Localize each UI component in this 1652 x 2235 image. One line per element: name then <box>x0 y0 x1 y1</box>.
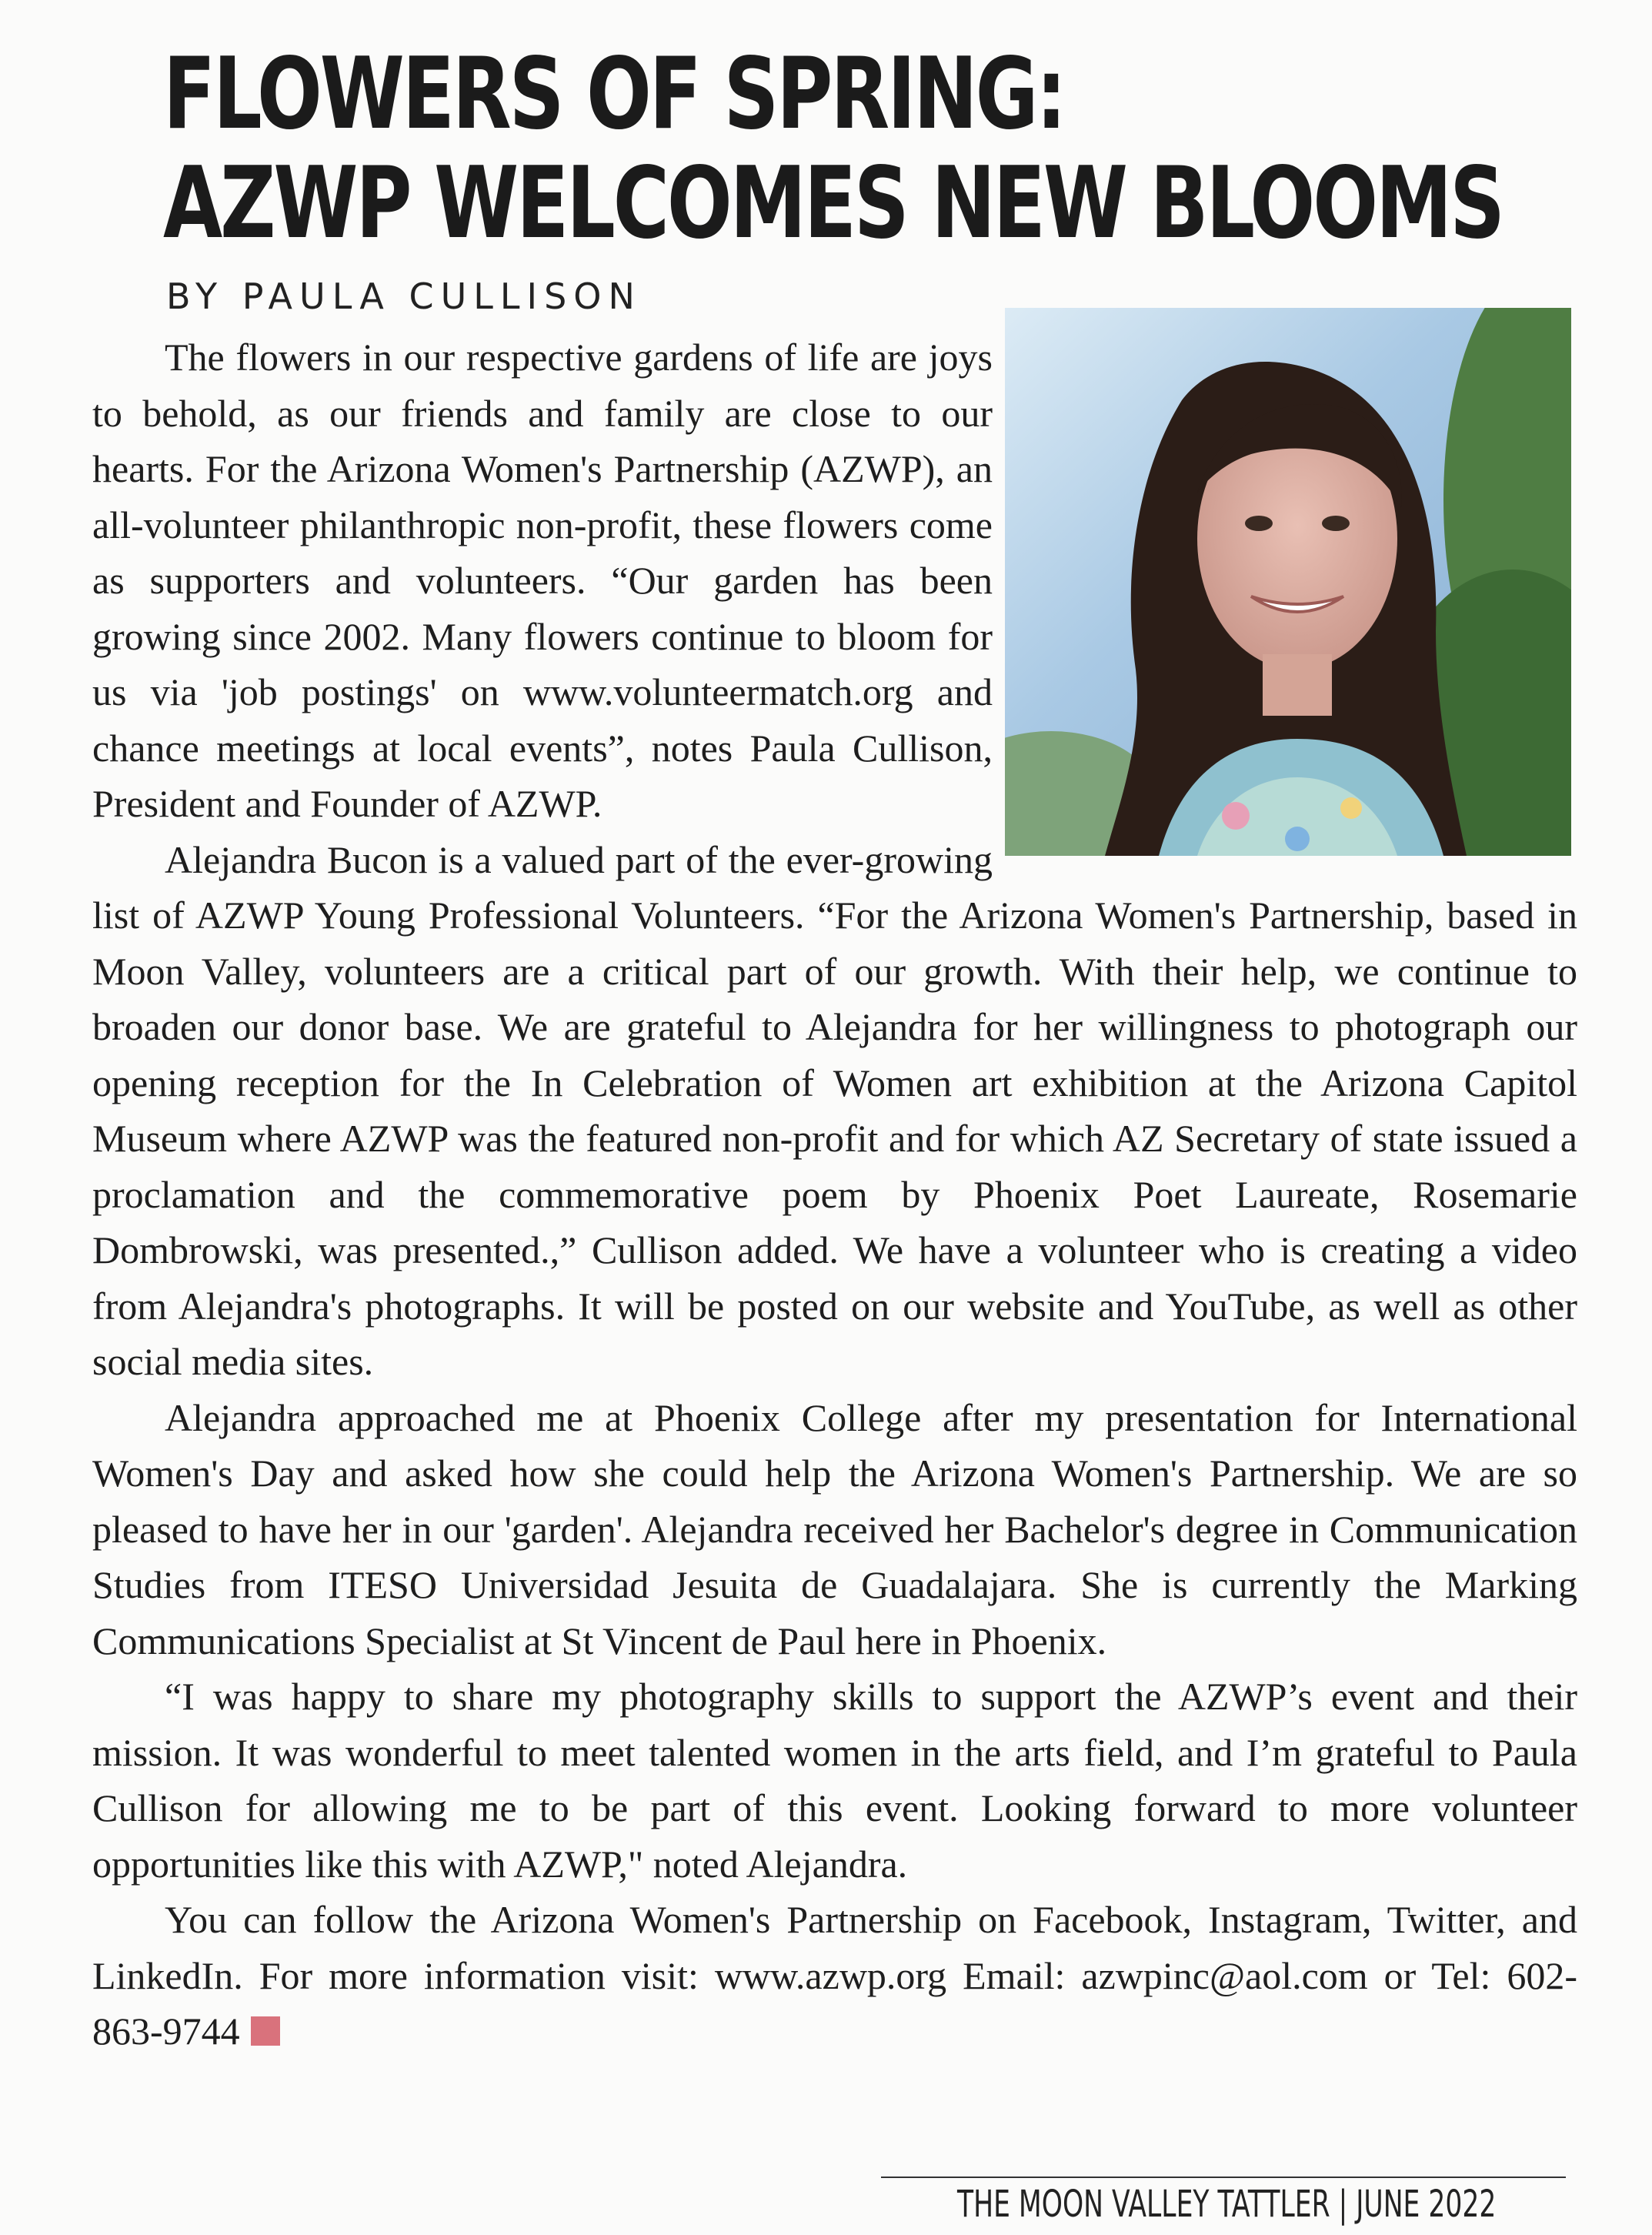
footer-publication: THE MOON VALLEY TATTLER | JUNE 2022 <box>957 2183 1497 2226</box>
headline-line-2: AZWP WELCOMES NEW BLOOMS <box>163 146 1503 261</box>
byline: BY PAULA CULLISON <box>166 276 642 317</box>
photo-spacer <box>993 329 1577 868</box>
paragraph-2: Alejandra Bucon is a valued part of the ever-growing list of AZWP Young Professional Volunteers. “For the Arizona Women's Partnership, based in Moon Valley, volunteers are a critical part of our growth. With their help, we continue to broaden our donor base. We are grateful to Alejandra for her willingness to photograph our opening reception for the In Celebration of Women art exhibition at the Arizona Capitol Museum where AZWP was the featured non-profit and for which AZ Secretary of state issued a proclamation and the commemorative poem by Phoenix Poet Laureate, Rosemarie Dombrowski, was presented.,” Cullison added. We have a volunteer who is creating a video from Alejandra's photographs. It will be posted on our website and YouTube, as well as other social media sites. <box>92 837 1577 1383</box>
headline <box>163 37 1503 261</box>
paragraph-4: “I was happy to share my photography skills to support the AZWP’s event and their mission. It was wonderful to meet talented women in the arts field, and I’m grateful to Paula Cullison for allowing me to be part of this event. Looking forward to more volunteer opportunities like this with AZWP," noted Alejandra. <box>92 1675 1577 1886</box>
end-mark-icon <box>251 2016 280 2046</box>
headline-line-1: FLOWERS OF SPRING: <box>163 37 1065 152</box>
article-body <box>92 329 1577 2060</box>
footer-rule <box>881 2177 1566 2178</box>
paragraph-5 <box>92 1892 1577 2060</box>
paragraph-5-text: You can follow the Arizona Women's Partnership on Facebook, Instagram, Twitter, and LinkedIn. For more information visit: www.azwp.org Email: azwpinc@aol.com or Tel: 602-863-9744 <box>92 1898 1577 2053</box>
paragraph-3: Alejandra approached me at Phoenix College after my presentation for International Women's Day and asked how she could help the Arizona Women's Partnership. We are so pleased to have her in our 'garden'. Alejandra received her Bachelor's degree in Communication Studies from ITESO Universidad Jesuita de Guadalajara. She is currently the Marking Communications Specialist at St Vincent de Paul here in Phoenix. <box>92 1395 1577 1662</box>
paragraph-1: The flowers in our respective gardens of life are joys to behold, as our friends and family are close to our hearts. For the Arizona Women's Partnership (AZWP), an all-volunteer philanthropic non-profit, these flowers come as supporters and volunteers. “Our garden has been growing since 2002. Many flowers continue to bloom for us via 'job postings' on www.volunteermatch.org and chance meetings at local events”, notes Paula Cullison, President and Founder of AZWP. <box>92 336 993 825</box>
